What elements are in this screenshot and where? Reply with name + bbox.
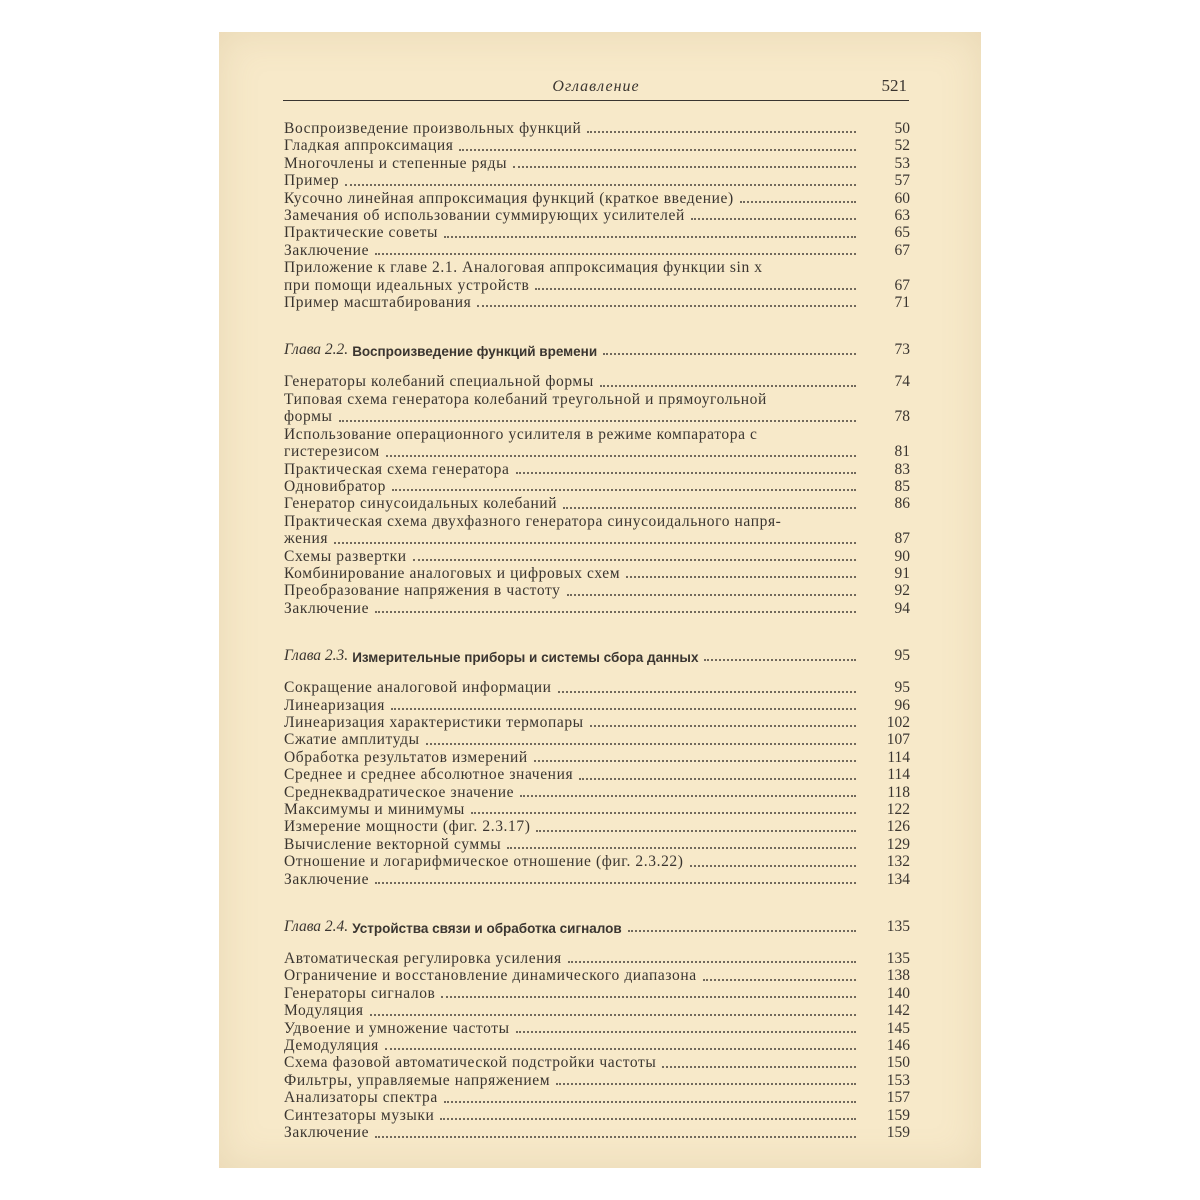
dot-leader xyxy=(628,930,856,932)
chapter-label: Глава 2.3. xyxy=(284,647,349,665)
dot-leader xyxy=(507,847,856,849)
toc-chapter xyxy=(284,120,910,311)
toc-entry xyxy=(284,224,910,241)
toc-entry xyxy=(284,294,910,311)
dot-leader xyxy=(375,611,856,613)
toc-chapter xyxy=(284,337,910,617)
toc-entry xyxy=(284,801,910,818)
entry-title: Пример xyxy=(284,172,340,190)
toc-entry xyxy=(284,731,910,748)
toc-entry xyxy=(284,1089,910,1106)
entry-page: 71 xyxy=(894,294,910,312)
entry-page: 94 xyxy=(894,599,910,617)
dot-leader xyxy=(391,708,856,710)
entry-title-continued: гистерезисом xyxy=(284,443,380,461)
entry-page: 153 xyxy=(886,1071,910,1089)
dot-leader xyxy=(662,1066,856,1068)
entry-title: Приложение к главе 2.1. Аналоговая аппроксимация функции sin x xyxy=(284,259,763,277)
entry-title: Среднее и среднее абсолютное значения xyxy=(284,766,574,784)
entry-page: 87 xyxy=(894,530,910,548)
toc-entry xyxy=(284,853,910,870)
toc-entry xyxy=(284,548,910,565)
entry-title: Практическая схема генератора xyxy=(284,460,510,478)
entry-page: 114 xyxy=(887,766,910,784)
toc-entry xyxy=(284,391,910,426)
toc-entry xyxy=(284,1037,910,1054)
table-of-contents xyxy=(284,120,910,1142)
dot-leader xyxy=(558,691,856,693)
entry-title-continued: формы xyxy=(284,408,333,426)
dot-leader xyxy=(534,760,856,762)
dot-leader xyxy=(477,305,856,307)
entry-title: Линеаризация xyxy=(284,696,386,714)
dot-leader xyxy=(413,559,856,561)
entry-page: 159 xyxy=(886,1124,910,1142)
entry-title: Удвоение и умножение частоты xyxy=(284,1019,510,1037)
toc-entry xyxy=(284,1124,910,1141)
entry-page: 142 xyxy=(886,1002,910,1020)
dot-leader xyxy=(556,1083,856,1085)
entry-title: Сжатие амплитуды xyxy=(284,731,420,749)
toc-entry xyxy=(284,259,910,294)
toc-chapter xyxy=(284,643,910,888)
page-number: 521 xyxy=(881,76,907,95)
dot-leader xyxy=(441,996,856,998)
toc-entry xyxy=(284,461,910,478)
entry-page: 129 xyxy=(886,835,910,853)
entry-title: Кусочно линейная аппроксимация функций (краткое введение) xyxy=(284,189,734,207)
entry-title: Обработка результатов измерений xyxy=(284,748,528,766)
entry-page: 135 xyxy=(886,950,910,968)
toc-entry xyxy=(284,242,910,259)
entry-title: Измерение мощности (фиг. 2.3.17) xyxy=(284,818,531,836)
entry-page: 85 xyxy=(894,477,910,495)
entry-page: 86 xyxy=(894,495,910,513)
toc-entry xyxy=(284,373,910,390)
entry-page: 50 xyxy=(894,120,910,137)
entry-page: 74 xyxy=(894,373,910,391)
entry-page: 90 xyxy=(894,547,910,565)
dot-leader xyxy=(339,420,856,422)
toc-entry xyxy=(284,679,910,696)
toc-entry xyxy=(284,207,910,224)
toc-chapter xyxy=(284,914,910,1141)
entry-page: 122 xyxy=(886,801,910,818)
dot-leader xyxy=(444,1101,856,1103)
entry-title: Заключение xyxy=(284,241,370,259)
entry-title: Линеаризация характеристики термопары xyxy=(284,713,584,731)
dot-leader xyxy=(536,830,856,832)
entry-title: Использование операционного усилителя в режиме компаратора с xyxy=(284,425,758,443)
entry-title: Синтезаторы музыки xyxy=(284,1106,435,1124)
toc-entry xyxy=(284,1107,910,1124)
dot-leader xyxy=(587,131,856,133)
entry-title: Демодуляция xyxy=(284,1037,379,1055)
chapter-label: Глава 2.4. xyxy=(284,918,349,936)
toc-entry xyxy=(284,426,910,461)
entry-page: 145 xyxy=(886,1019,910,1037)
entry-title: Вычисление векторной суммы xyxy=(284,835,502,853)
entry-page: 65 xyxy=(894,224,910,242)
book-page xyxy=(219,32,981,1168)
entry-title: Заключение xyxy=(284,1124,370,1142)
dot-leader xyxy=(370,1014,856,1016)
dot-leader xyxy=(334,542,856,544)
dot-leader xyxy=(568,961,856,963)
entry-page: 102 xyxy=(886,713,910,731)
entry-title: Модуляция xyxy=(284,1002,364,1020)
chapter-heading xyxy=(284,914,910,936)
entry-page: 83 xyxy=(894,460,910,478)
entry-title: Генераторы сигналов xyxy=(284,984,436,1002)
entry-title: Замечания об использовании суммирующих усилителей xyxy=(284,207,685,225)
entry-title: Воспроизведение произвольных функций xyxy=(284,120,582,137)
dot-leader xyxy=(385,1048,856,1050)
toc-entry xyxy=(284,836,910,853)
toc-entry xyxy=(284,600,910,617)
dot-leader xyxy=(375,253,856,255)
chapter-page: 73 xyxy=(894,341,910,359)
entry-title: Заключение xyxy=(284,870,370,888)
toc-entry xyxy=(284,784,910,801)
entry-page: 157 xyxy=(886,1089,910,1107)
entry-title: Ограничение и восстановление динамического диапазона xyxy=(284,967,697,985)
toc-entry xyxy=(284,1072,910,1089)
entry-title: Фильтры, управляемые напряжением xyxy=(284,1071,551,1089)
toc-entry xyxy=(284,871,910,888)
dot-leader xyxy=(567,594,856,596)
dot-leader xyxy=(459,149,856,151)
dot-leader xyxy=(345,184,856,186)
entry-page: 96 xyxy=(894,696,910,714)
entry-page: 138 xyxy=(886,967,910,985)
chapter-heading xyxy=(284,643,910,665)
dot-leader xyxy=(386,455,856,457)
entry-title: Заключение xyxy=(284,599,370,617)
entry-page: 95 xyxy=(894,679,910,697)
toc-entry xyxy=(284,1002,910,1019)
entry-page: 132 xyxy=(886,853,910,871)
dot-leader xyxy=(600,385,856,387)
toc-entry xyxy=(284,967,910,984)
entry-page: 81 xyxy=(894,443,910,461)
entry-title-continued: жения xyxy=(284,530,329,548)
entry-page: 114 xyxy=(887,748,910,766)
entry-page: 53 xyxy=(894,154,910,172)
entry-page: 92 xyxy=(894,582,910,600)
dot-leader xyxy=(375,1136,856,1138)
toc-entry xyxy=(284,513,910,548)
dot-leader xyxy=(392,489,856,491)
entry-title-continued: при помощи идеальных устройств xyxy=(284,276,530,294)
dot-leader xyxy=(520,795,856,797)
entry-page: 67 xyxy=(894,241,910,259)
chapter-title: Устройства связи и обработка сигналов xyxy=(352,921,622,937)
entry-page: 57 xyxy=(894,172,910,190)
entry-page: 78 xyxy=(894,408,910,426)
dot-leader xyxy=(516,1031,856,1033)
toc-entry xyxy=(284,766,910,783)
entry-page: 107 xyxy=(886,731,910,749)
entry-page: 60 xyxy=(894,189,910,207)
entry-title: Сокращение аналоговой информации xyxy=(284,679,552,697)
entry-page: 159 xyxy=(886,1106,910,1124)
dot-leader xyxy=(740,201,856,203)
dot-leader xyxy=(704,659,856,661)
toc-entry xyxy=(284,190,910,207)
entry-page: 67 xyxy=(894,276,910,294)
entry-title: Преобразование напряжения в частоту xyxy=(284,582,561,600)
dot-leader xyxy=(579,778,856,780)
toc-entry xyxy=(284,478,910,495)
running-title: Оглавление xyxy=(552,78,640,95)
entry-page: 140 xyxy=(886,984,910,1002)
toc-entry xyxy=(284,950,910,967)
toc-entry xyxy=(284,495,910,512)
entry-title: Практическая схема двухфазного генератора синусоидального напря- xyxy=(284,512,782,530)
entry-title: Максимумы и минимумы xyxy=(284,801,465,818)
toc-entry xyxy=(284,1054,910,1071)
dot-leader xyxy=(375,882,856,884)
entry-title: Среднеквадратическое значение xyxy=(284,783,515,801)
entry-page: 146 xyxy=(886,1037,910,1055)
dot-leader xyxy=(535,288,856,290)
dot-leader xyxy=(513,166,856,168)
entry-title: Многочлены и степенные ряды xyxy=(284,154,508,172)
toc-entry xyxy=(284,155,910,172)
entry-title: Практические советы xyxy=(284,224,439,242)
chapter-page: 135 xyxy=(886,918,910,936)
dot-leader xyxy=(440,1118,856,1120)
entry-title: Пример масштабирования xyxy=(284,294,472,312)
toc-entry xyxy=(284,582,910,599)
chapter-page: 95 xyxy=(894,647,910,665)
entry-page: 126 xyxy=(886,818,910,836)
dot-leader xyxy=(590,725,856,727)
entry-page: 52 xyxy=(894,137,910,155)
entry-title: Типовая схема генератора колебаний треугольной и прямоугольной xyxy=(284,390,767,408)
chapter-label: Глава 2.2. xyxy=(284,341,349,359)
toc-entry xyxy=(284,714,910,731)
dot-leader xyxy=(691,218,856,220)
toc-entry xyxy=(284,565,910,582)
toc-entry xyxy=(284,985,910,1002)
toc-entry xyxy=(284,1020,910,1037)
chapter-title: Воспроизведение функций времени xyxy=(352,344,598,360)
entry-title: Схема фазовой автоматической подстройки частоты xyxy=(284,1054,657,1072)
entry-page: 134 xyxy=(886,870,910,888)
entry-title: Гладкая аппроксимация xyxy=(284,137,454,155)
entry-title: Генераторы колебаний специальной формы xyxy=(284,373,594,391)
entry-page: 150 xyxy=(886,1054,910,1072)
dot-leader xyxy=(603,353,856,355)
dot-leader xyxy=(471,812,856,814)
entry-title: Анализаторы спектра xyxy=(284,1089,438,1107)
entry-title: Одновибратор xyxy=(284,477,386,495)
toc-entry xyxy=(284,697,910,714)
entry-title: Комбинирование аналоговых и цифровых схем xyxy=(284,564,621,582)
entry-title: Генератор синусоидальных колебаний xyxy=(284,495,558,513)
toc-entry xyxy=(284,818,910,835)
entry-page: 63 xyxy=(894,207,910,225)
page-header xyxy=(283,78,909,101)
toc-entry xyxy=(284,749,910,766)
entry-title: Схемы развертки xyxy=(284,547,407,565)
entry-page: 91 xyxy=(894,564,910,582)
chapter-title: Измерительные приборы и системы сбора данных xyxy=(352,650,699,666)
entry-title: Отношение и логарифмическое отношение (фиг. 2.3.22) xyxy=(284,853,684,871)
dot-leader xyxy=(516,472,857,474)
chapter-heading xyxy=(284,337,910,359)
dot-leader xyxy=(690,865,856,867)
dot-leader xyxy=(703,979,856,981)
entry-title: Автоматическая регулировка усиления xyxy=(284,950,562,968)
toc-entry xyxy=(284,137,910,154)
entry-page: 118 xyxy=(887,783,910,801)
dot-leader xyxy=(426,743,856,745)
toc-entry xyxy=(284,120,910,137)
toc-entry xyxy=(284,172,910,189)
dot-leader xyxy=(444,236,856,238)
dot-leader xyxy=(563,507,856,509)
dot-leader xyxy=(626,576,856,578)
